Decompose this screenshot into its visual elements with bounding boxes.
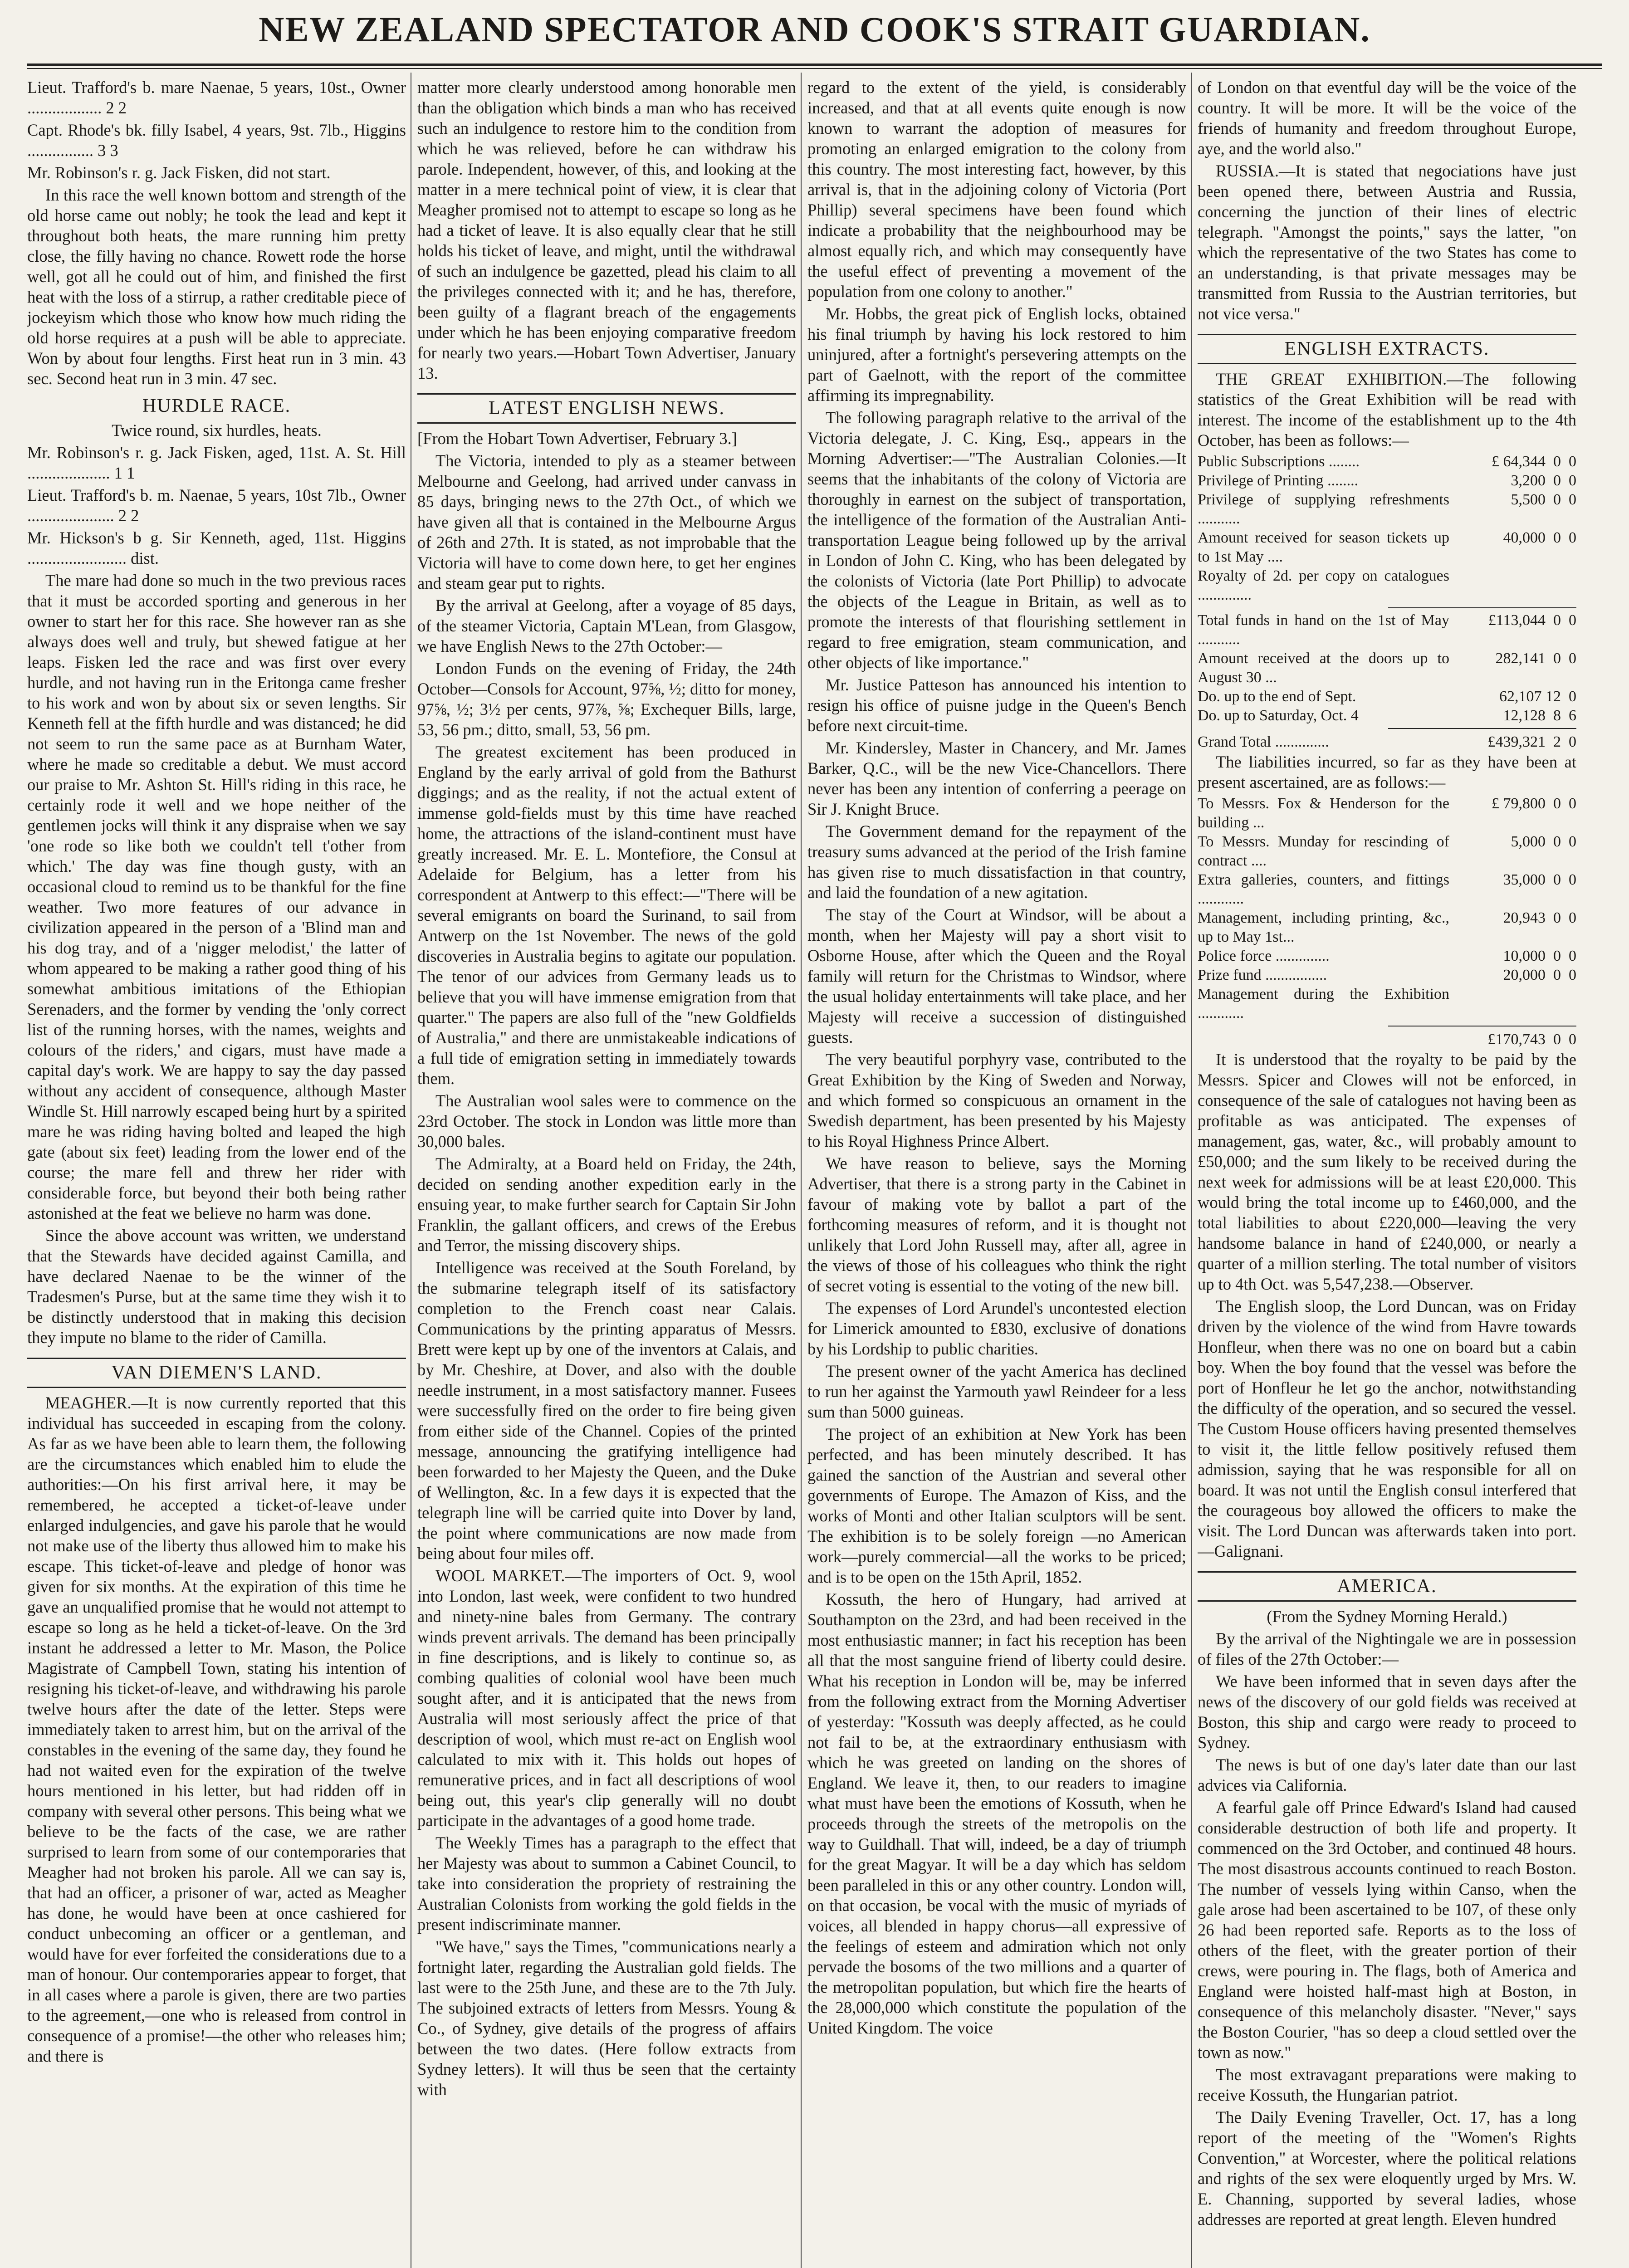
article-paragraph: The stay of the Court at Windsor, will be about a month, when her Majesty will pay a short visit to Osborne House, after which the Queen and the Royal family will return for the Christmas to Windsor, where the usual holiday entertainments will take place, and her Majesty will receive a succession of distinguished guests. xyxy=(807,905,1186,1046)
total-rule xyxy=(1388,728,1576,729)
article-paragraph: Mr. Justice Patteson has announced his intention to resign his office of puisne judge in the Queen's Bench before next circuit-time. xyxy=(807,675,1186,735)
column-2 xyxy=(417,77,796,2268)
table-row: Privilege of supplying refreshments ........... 5,500 0 0 xyxy=(1198,491,1576,527)
table-row: Management during the Exhibition ............ xyxy=(1198,986,1449,1022)
article-paragraph: The English sloop, the Lord Duncan, was on Friday driven by the violence of the wind from Havre towards Honfleur, when there was no one on board but a cabin boy. When the boy found that the vessel was before the port of Honfleur he let go the anchor, notwithstanding the difficulty of the operation, and so secured the vessel. The Custom House officers having presented themselves to visit it, the little fellow positively refused them admission, saying that he was responsible for all on board. It was not until the English consul interfered that the courageous boy allowed the officers to make the visit. The Lord Duncan was afterwards taken into port.—Galignani. xyxy=(1198,1297,1576,1560)
income-table xyxy=(1198,452,1576,752)
section-source: [From the Hobart Town Advertiser, February 3.] xyxy=(417,429,737,448)
race-entry: Lieut. Trafford's b. mare Naenae, 5 years, 10st., Owner .................. 2 2 xyxy=(27,78,406,117)
article-paragraph: WOOL MARKET.—The importers of Oct. 9, wool into London, last week, were confident to two hundred and ninety-nine bales from Germany. The contrary winds prevent arrivals. The demand has been principally in fine descriptions, and is likely to continue so, as combing qualities of colonial wool have been much sought after, and it is anticipated that the news from Australia will most seriously affect the price of that description of wool, which must re-act on English wool calculated to mix with it. This holds out hopes of remunerative prices, and in fact all descriptions of wool being out, this year's clip generally will no doubt participate in the advantages of a good home trade. xyxy=(417,1566,796,1830)
article-paragraph: We have been informed that in seven days after the news of the discovery of our gold fields was received at Boston, this ship and cargo were ready to proceed to Sydney. xyxy=(1198,1672,1576,1752)
race-entry: Capt. Rhode's bk. filly Isabel, 4 years, 9st. 7lb., Higgins ................ 3 3 xyxy=(27,121,406,160)
total-rule xyxy=(1388,607,1576,608)
table-row: To Messrs. Fox & Henderson for the building ... £ 79,800 0 0 xyxy=(1198,795,1576,831)
column-4 xyxy=(1198,77,1576,2268)
article-paragraph: Kossuth, the hero of Hungary, had arrived at Southampton on the 23rd, and had been received in the most enthusiastic manner; in fact his reception has been all that the most sanguine friend of liberty could desire. What his reception in London will be, may be inferred from the following extract from the Morning Advertiser of yesterday: "Kossuth was deeply affected, as he could not fail to be, at the extraordinary enthusiasm with which he was greeted on landing on the shores of England. We leave it, then, to our readers to imagine what must have been the emotions of Kossuth, when he proceeds through the streets of the metropolis on the way to Guildhall. That will, indeed, be a day of triumph for the great Magyar. It will be a day which has seldom been paralleled in this or any other country. London will, on that occasion, be vocal with the music of myriads of voices, all blended in happy chorus—all expressive of the feelings of esteem and admiration which not only pervade the bosoms of the two millions and a quarter of the metropolitan population, but which fire the hearts of the 28,000,000 which constitute the population of the United Kingdom. The voice xyxy=(807,1590,1186,2037)
table-row: Public Subscriptions ........ £ 64,344 0 0 xyxy=(1198,453,1576,470)
race-report: Since the above account was written, we understand that the Stewards have decided against Camilla, and have declared Naenae to be the winner of the Tradesmen's Purse, but at the same time they wish it to be distinctly understood that in making this decision they impute no blame to the rider of Camilla. xyxy=(27,1226,406,1347)
article-paragraph: MEAGHER.—It is now currently reported that this individual has succeeded in escaping from the colony. As far as we have been able to learn them, the following are the circumstances which enabled him to elude the authorities:—On his first arrival here, it may be remembered, he accepted a ticket-of-leave under enlarged indulgencies, and gave his parole that he would not make use of the liberty thus allowed him to make his escape. This ticket-of-leave and pledge of honor was given for six months. At the expiration of this time he gave an unqualified promise that he would not attempt to escape so long as he held a ticket-of-leave. On the 3rd instant he addressed a letter to Mr. Mason, the Police Magistrate of Campbell Town, stating his intention of resigning his ticket-of-leave, and withdrawing his parole twelve hours after the date of the letter. Steps were immediately taken to arrest him, but on the arrival of the constables in the evening of the same day, they found he had not waited even for the expiration of the twelve hours mentioned in his letter, but had ridden off in company with several other persons. This being what we believe to be the facts of the case, we are rather surprised to learn from some of our contemporaries that Meagher had not broken his parole. All we can say is, that had an officer, a prisoner of war, acted as Meagher has done, he would have been at once cashiered for conduct unbecoming an officer or a gentleman, and would have for ever forfeited the considerations due to a man of honour. Our contemporaries appear to forget, that in all cases where a parole is given, there are two parties to the agreement,—one who is released from control in consequence of a promise!—the other who releases him; and there is xyxy=(27,1393,406,2065)
article-paragraph: The present owner of the yacht America has declined to run her against the Yarmouth yawl Reindeer for a less sum than 5000 guineas. xyxy=(807,1362,1186,1421)
article-paragraph: regard to the extent of the yield, is considerably increased, and that at all events quite enough is now known to warrant the adoption of measures for promoting an enlarged emigration to the colony from this country. The most interesting fact, however, by this arrival is, that in the adjoining colony of Victoria (Port Phillip) several specimens have been found which indicate a probability that the neighbourhood may be almost equally rich, and which may consequently have the useful effect of preventing a movement of the population from one colony to another." xyxy=(807,78,1186,301)
article-paragraph: By the arrival at Geelong, after a voyage of 85 days, of the steamer Victoria, Captain M'Lean, from Glasgow, we have English News to the 27th October:— xyxy=(417,596,796,655)
article-paragraph: The news is but of one day's later date than our last advices via California. xyxy=(1198,1755,1576,1794)
article-paragraph: THE GREAT EXHIBITION.—The following statistics of the Great Exhibition will be read with interest. The income of the establishment up to the 4th October, has been as follows:— xyxy=(1198,370,1576,450)
race-entry: Lieut. Trafford's b. m. Naenae, 5 years, 10st 7lb., Owner ..................... 2 2 xyxy=(27,486,406,525)
race-report: In this race the well known bottom and strength of the old horse came out nobly; he took the lead and kept it throughout both heats, the mare running him pretty close, the filly having no chance. Rowett rode the horse well, got all he could out of him, and finished the first heat with the loss of a stirrup, a rather creditable piece of jockeyism which those who know how much riding the old horse requires at a push will be able to appreciate. Won by about four lengths. First heat run in 3 min. 43 sec. Second heat run in 3 min. 47 sec. xyxy=(27,186,406,388)
article-paragraph: of London on that eventful day will be the voice of the country. It will be more. It will be the voice of the friends of humanity and freedom throughout Europe, aye, and the world also." xyxy=(1198,78,1576,158)
article-paragraph: The greatest excitement has been produced in England by the early arrival of gold from the Bathurst diggings; and as the reality, if not the actual extent of immense gold-fields must by this time have reached home, the attractions of the island-continent must have greatly increased. Mr. E. L. Montefiore, the Consul at Adelaide for Belgium, has a letter from his correspondent at Antwerp to this effect:—"There will be several emigrants on board the Surinand, to sail from Antwerp on the 1st November. The news of the gold discoveries in Australia begins to agitate our population. The tenor of our advices from Germany leads us to believe that you will have immense emigration from that quarter." The papers are also full of the "new Goldfields of Australia," and there are unmistakeable indications of a full tide of emigration setting in immediately towards them. xyxy=(417,743,796,1088)
table-row: Amount received at the doors up to August 30 ... 282,141 0 0 xyxy=(1198,650,1576,686)
article-paragraph: The Admiralty, at a Board held on Friday, the 24th, decided on sending another expedition early in the ensuing year, to make further search for Captain Sir John Franklin, the gallant officers, and crews of the Erebus and Terror, the missing discovery ships. xyxy=(417,1154,796,1255)
article-paragraph: RUSSIA.—It is stated that negociations have just been opened there, between Austria and Russia, concerning the junction of their lines of electric telegraph. "Amongst the points," says the latter, "on which the representative of the two States has come to an understanding, is that private messages may be transmitted from Russia to the Austrian territories, but not vice versa." xyxy=(1198,161,1576,323)
article-paragraph: The following paragraph relative to the arrival of the Victoria delegate, J. C. King, Esq., appears in the Morning Advertiser:—"The Australian Colonies.—It seems that the inhabitants of the colony of Victoria are thoroughly in earnest on the subject of transportation, the intelligence of the formation of the Australian Anti-transportation League being followed up by the arrival in London of John C. King, who has been delegated by the colonists of Victoria (late Port Phillip) to advocate the objects of the League in Britain, as well as to promote the interests of that flourishing settlement in regard to free emigration, steam communication, and other objects of like importance." xyxy=(807,408,1186,672)
article-paragraph: The Government demand for the repayment of the treasury sums advanced at the period of the Irish famine has given rise to much dissatisfaction in that country, and laid the foundation of a new agitation. xyxy=(807,822,1186,902)
article-paragraph: The Australian wool sales were to commence on the 23rd October. The stock in London was little more than 30,000 bales. xyxy=(417,1091,796,1151)
article-paragraph: The expenses of Lord Arundel's uncontested election for Limerick amounted to £830, exclusive of donations by his Lordship to public charities. xyxy=(807,1299,1186,1358)
race-entry: Mr. Robinson's r. g. Jack Fisken, aged, 11st. A. St. Hill .................... 1 1 xyxy=(27,443,406,482)
table-row: Total funds in hand on the 1st of May ........... £113,044 0 0 xyxy=(1198,612,1576,648)
article-paragraph: The Victoria, intended to ply as a steamer between Melbourne and Geelong, had arrived under canvass in 85 days, bringing news to the 27th Oct., of which we have given all that is contained in the Melbourne Argus of 26th and 27th. It is stated, as not improbable that the Victoria will have to come down here, to get her engines and steam gear put to rights. xyxy=(417,451,796,592)
masthead: NEW ZEALAND SPECTATOR AND COOK'S STRAIT GUARDIAN. xyxy=(259,10,1370,49)
article-paragraph: matter more clearly understood among honorable men than the obligation which binds a man who has received such an indulgence to restore him to the condition from which he was relieved, before he can withdraw his parole. Independent, however, of this, and looking at the matter in a mere technical point of view, it is clear that Meagher promised not to attempt to escape so long as he had a ticket of leave. It is also equally clear that he still holds his ticket of leave, and might, until the withdrawal of such an indulgence be gazetted, plead his claim to all the privileges connected with it; and he has, therefore, been guilty of a flagrant breach of the engagements under which he has been enjoying comparative freedom for nearly two years.—Hobart Town Advertiser, January 13. xyxy=(417,78,796,382)
section-heading: LATEST ENGLISH NEWS. xyxy=(417,393,796,424)
table-row: Amount received for season tickets up to 1st May .... 40,000 0 0 xyxy=(1198,529,1576,565)
article-paragraph: "We have," says the Times, "communications nearly a fortnight later, regarding the Australian gold fields. The last were to the 25th June, and these are to the 7th July. The subjoined extracts of letters from Messrs. Young & Co., of Sydney, give details of the progress of affairs between the two dates. (Here follow extracts from Sydney letters). It will thus be seen that the certainty with xyxy=(417,1937,796,2099)
article-paragraph: The Daily Evening Traveller, Oct. 17, has a long report of the meeting of the "Women's Rights Convention," at Worcester, where the political relations and rights of the sex were eloquently urged by Mrs. W. E. Channing, supported by several ladies, whose addresses are reported at great length. Eleven hundred xyxy=(1198,2108,1576,2229)
table-row: Royalty of 2d. per copy on catalogues .............. xyxy=(1198,567,1449,603)
race-report: The mare had done so much in the two previous races that it must be accorded sporting and generous in her owner to start her for this race. She however ran as she always does well and truly, but shewed fatigue at her leaps. Fisken led the race and was first over every hurdle, and not having run in the Eritonga came fresher to his work and won by about six or seven lengths. Sir Kenneth fell at the fifth hurdle and was distanced; he did not seem to run the same pace as at Burnham Water, where he made so creditable a debut. We must accord our praise to Mr. Ashton St. Hill's riding in this race, he certainly rode it well and we hope neither of the gentlemen jocks will think it any dispraise when we say 'one rode so like both we couldn't tell t'other from which.' The day was fine though gusty, with an occasional cloud to remind us to be thankful for the fine weather. Two more features of our advance in civilization appeared in the person of a 'Blind man and his dog tray, and of a 'nigger melodist,' the latter of whom appeared to be making a rather good thing of his somewhat ambitious imitations of the Ethiopian Serenaders, and the former by vending the 'only correct list of the running horses, with the names, weights and colours of the riders,' and cigars, must have made a capital day's work. We are happy to say the day passed without any accident of consequence, although Master Windle St. Hill narrowly escaped being hurt by a spirited mare he was riding having bolted and leaped the high gate (about six feet) leading from the lower end of the course; the mare fell and threw her rider with considerable force, but beyond their both being rather astonished at the feat we believe no harm was done. xyxy=(27,571,406,1222)
section-subheading: Twice round, six hurdles, heats. xyxy=(112,421,322,440)
liabilities-total-row: £170,743 0 0 xyxy=(1487,1031,1576,1048)
article-paragraph: The project of an exhibition at New York has been perfected, and has been minutely described. It has gained the sanction of the Austrian and several other governments of Europe. The Amazon of Kiss, and the works of Monti and other Italian sculptors will be sent. The exhibition is to be solely foreign —no American work—purely commercial—all the works to be priced; and is to be open on the 15th April, 1852. xyxy=(807,1425,1186,1586)
column-1 xyxy=(27,77,406,2268)
table-row: Police force .............. 10,000 0 0 xyxy=(1198,948,1576,964)
table-row: Privilege of Printing ........ 3,200 0 0 xyxy=(1198,472,1576,489)
race-entry: Mr. Robinson's r. g. Jack Fisken, did not start. xyxy=(27,163,331,182)
article-paragraph: Mr. Hobbs, the great pick of English locks, obtained his final triumph by having his lock restored to him uninjured, after a fortnight's persevering attempts on the part of Gaelnott, with the report of the committee affirming its impregnability. xyxy=(807,304,1186,405)
column-3 xyxy=(807,77,1186,2268)
table-row: Do. up to Saturday, Oct. 4 12,128 8 6 xyxy=(1198,707,1576,724)
grand-total-row: Grand Total .............. £439,321 2 0 xyxy=(1198,733,1576,750)
article-paragraph: A fearful gale off Prince Edward's Island had caused considerable destruction of both life and property. It commenced on the 3rd October, and continued 48 hours. The most disastrous accounts continued to reach Boston. The number of vessels lying within Canso, when the gale arose had been ascertained to be 107, of these only 26 had been reported safe. Reports as to the loss of others of the fleet, with the greater portion of their crews, were pouring in. The flags, both of America and England were hoisted half-mast high at Boston, in consequence of this melancholy disaster. "Never," says the Boston Courier, "has so deep a cloud settled over the town as now." xyxy=(1198,1798,1576,2062)
article-paragraph: It is understood that the royalty to be paid by the Messrs. Spicer and Clowes will not be enforced, in consequence of the sale of catalogues not having been as profitable as was anticipated. The expenses of management, gas, water, &c., will probably amount to £50,000; and the sum likely to be received during the next week for admissions will be at least £20,000. This would bring the total income up to £460,000, and the total liabilities to about £220,000—leaving the very handsome balance in hand of £240,000, or nearly a quarter of a million sterling. The total number of visitors up to 4th Oct. was 5,547,238.—Observer. xyxy=(1198,1050,1576,1293)
table-row: Management, including printing, &c., up to May 1st... 20,943 0 0 xyxy=(1198,909,1576,945)
section-heading: AMERICA. xyxy=(1198,1571,1576,1602)
table-row: To Messrs. Munday for rescinding of contract .... 5,000 0 0 xyxy=(1198,833,1576,869)
article-paragraph: The very beautiful porphyry vase, contributed to the Great Exhibition by the King of Sweden and Norway, and which formed so conspicuous an ornament in the Swedish department, has been presented by his Majesty to his Royal Highness Prince Albert. xyxy=(807,1050,1186,1150)
article-paragraph: Mr. Kindersley, Master in Chancery, and Mr. James Barker, Q.C., will be the new Vice-Chancellors. There never has been any intention of conferring a peerage on Sir J. Knight Bruce. xyxy=(807,738,1186,818)
article-paragraph: Intelligence was received at the South Foreland, by the submarine telegraph itself of its satisfactory completion to the French coast near Calais. Communications by the printing apparatus of Messrs. Brett were kept up by one of the inventors at Calais, and by Mr. Cheshire, at Dover, and also with the double needle instrument, in a most satisfactory manner. Fusees were successfully fired on the order to fire being given from either side of the Channel. Copies of the printed message, announcing the gratifying intelligence had been forwarded to her Majesty the Queen, and the Duke of Wellington, &c. In a few days it is expected that the telegraph line will be carried quite into Dover by land, the point where communications are now made from being about four miles off. xyxy=(417,1258,796,1563)
table-row: Prize fund ................ 20,000 0 0 xyxy=(1198,967,1576,983)
section-heading: VAN DIEMEN'S LAND. xyxy=(27,1358,406,1388)
column-divider xyxy=(801,73,802,2268)
article-paragraph: We have reason to believe, says the Morning Advertiser, that there is a strong party in the Cabinet in favour of making vote by ballot a part of the forthcoming measures of reform, and it is thought not unlikely that Lord John Russell may, after all, agree in the views of those of his colleagues who think the right of secret voting is essential to the voting of the new bill. xyxy=(807,1154,1186,1295)
article-paragraph: By the arrival of the Nightingale we are in possession of files of the 27th October:— xyxy=(1198,1629,1576,1668)
table-row: Do. up to the end of Sept. 62,107 12 0 xyxy=(1198,688,1576,705)
column-divider xyxy=(1191,73,1192,2268)
masthead-rule xyxy=(27,64,1602,69)
article-paragraph: The Weekly Times has a paragraph to the effect that her Majesty was about to summon a Cabinet Council, to take into consideration the propriety of restraining the Australian Colonists from working the gold fields in the present indiscriminate manner. xyxy=(417,1833,796,1934)
section-source: (From the Sydney Morning Herald.) xyxy=(1267,1607,1507,1626)
article-paragraph: The most extravagant preparations were making to receive Kossuth, the Hungarian patriot. xyxy=(1198,2065,1576,2104)
article-paragraph: London Funds on the evening of Friday, the 24th October—Consols for Account, 97⅝, ½; ditto for money, 97⅝, ½; 3½ per cents, 97⅞, ⅝; Exchequer Bills, large, 53, 56 pm.; ditto, small, 53, 56 pm. xyxy=(417,659,796,739)
liabilities-table xyxy=(1198,794,1576,1049)
race-entry: Mr. Hickson's b g. Sir Kenneth, aged, 11st. Higgins ........................ dist. xyxy=(27,528,406,567)
section-heading: ENGLISH EXTRACTS. xyxy=(1198,334,1576,364)
article-paragraph: The liabilities incurred, so far as they have been at present ascertained, are as follows:— xyxy=(1198,753,1576,792)
section-heading: HURDLE RACE. xyxy=(142,396,291,416)
table-row: Extra galleries, counters, and fittings ............ 35,000 0 0 xyxy=(1198,871,1576,907)
